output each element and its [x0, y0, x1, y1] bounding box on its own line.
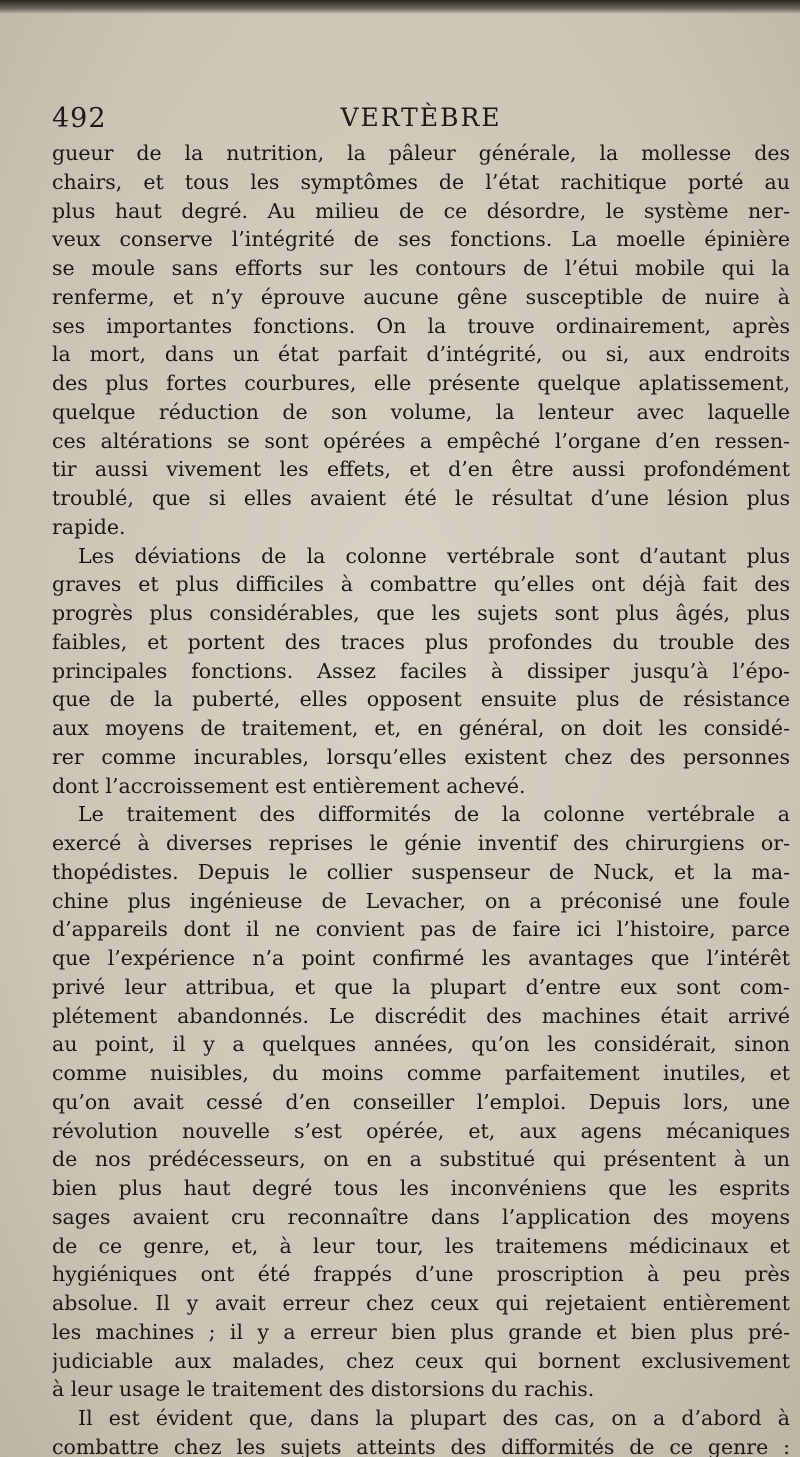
text-line: quelque réduction de son volume, la lenteur avec laquelle	[52, 399, 790, 424]
text-line: dont l’accroissement est entièrement achevé.	[52, 773, 526, 798]
text-line: ses importantes fonctions. On la trouve ordinairement, après	[52, 313, 790, 338]
text-line: graves et plus difficiles à combattre qu’elles ont déjà fait des	[52, 572, 790, 597]
text-line: Il est évident que, dans la plupart des cas, on a d’abord à	[78, 1406, 790, 1430]
text-line: à leur usage le traitement des distorsions du rachis.	[52, 1377, 595, 1402]
text-line: de nos prédécesseurs, on en a substitué qui présentent à un	[52, 1147, 790, 1172]
text-line: tir aussi vivement les effets, et d’en être aussi profondément	[52, 457, 790, 482]
text-line: comme nuisibles, du moins comme parfaitement inutiles, et	[52, 1061, 790, 1085]
text-line: rapide.	[52, 514, 126, 539]
text-line: plus haut degré. Au milieu de ce désordre, le système ner-	[52, 198, 790, 223]
text-line: faibles, et portent des traces plus profondes du trouble des	[52, 629, 790, 654]
text-line: rer comme incurables, lorsqu’elles existent chez des personnes	[52, 744, 790, 769]
text-line: que l’expérience n’a point confirmé les avantages que l’intérêt	[52, 946, 790, 970]
text-line: sages avaient cru reconnaître dans l’application des moyens	[52, 1204, 790, 1229]
text-line: de ce genre, et, à leur tour, les traitemens médicinaux et	[52, 1233, 790, 1258]
text-line: combattre chez les sujets atteints des difformités de ce genre :	[52, 1434, 790, 1457]
text-line: la mort, dans un état parfait d’intégrité, ou si, aux endroits	[52, 342, 790, 367]
text-line: ces altérations se sont opérées a empêché l’organe d’en ressen-	[52, 428, 790, 453]
text-line: se moule sans efforts sur les contours de l’étui mobile qui la	[52, 256, 790, 280]
text-line: aux moyens de traitement, et, en général, on doit les considé-	[52, 716, 790, 740]
text-line: judiciable aux malades, chez ceux qui bornent exclusivement	[52, 1348, 790, 1373]
text-line: renferme, et n’y éprouve aucune gêne susceptible de nuire à	[52, 284, 790, 309]
page-header	[52, 103, 790, 139]
page-top-edge	[0, 0, 800, 14]
text-line: Le traitement des difformités de la colonne vertébrale a	[78, 802, 790, 827]
text-line: qu’on avait cessé d’en conseiller l’emploi. Depuis lors, une	[52, 1089, 790, 1114]
text-line: chairs, et tous les symptômes de l’état rachitique porté au	[52, 169, 790, 194]
text-line: troublé, que si elles avaient été le résultat d’une lésion plus	[52, 486, 790, 510]
text-line: d’appareils dont il ne convient pas de faire ici l’histoire, parce	[52, 917, 790, 942]
text-line: gueur de la nutrition, la pâleur générale, la mollesse des	[52, 141, 790, 165]
body-text	[52, 139, 790, 1457]
running-head: VERTÈBRE	[340, 103, 502, 132]
text-line: des plus fortes courbures, elle présente quelque aplatissement,	[52, 371, 790, 395]
page-number: 492	[52, 103, 107, 134]
text-line: progrès plus considérables, que les sujets sont plus âgés, plus	[52, 601, 790, 625]
text-line: que de la puberté, elles opposent ensuite plus de résistance	[52, 687, 790, 712]
text-line: privé leur attribua, et que la plupart d’entre eux sont com-	[52, 974, 790, 999]
text-line: au point, il y a quelques années, qu’on les considérait, sinon	[52, 1032, 790, 1057]
text-line: absolue. Il y avait erreur chez ceux qui rejetaient entièrement	[52, 1291, 790, 1315]
text-line: veux conserve l’intégrité de ses fonctions. La moelle épinière	[52, 227, 790, 252]
text-line: Les déviations de la colonne vertébrale sont d’autant plus	[78, 543, 790, 568]
text-line: plétement abandonnés. Le discrédit des machines était arrivé	[52, 1003, 790, 1028]
text-line: thopédistes. Depuis le collier suspenseur de Nuck, et la ma-	[52, 859, 790, 884]
text-line: chine plus ingénieuse de Levacher, on a préconisé une foule	[52, 888, 790, 913]
text-line: exercé à diverses reprises le génie inventif des chirurgiens or-	[52, 831, 790, 855]
text-line: principales fonctions. Assez faciles à dissiper jusqu’à l’épo-	[52, 658, 790, 683]
text-line: les machines ; il y a erreur bien plus grande et bien plus pré-	[52, 1319, 790, 1344]
text-line: révolution nouvelle s’est opérée, et, aux agens mécaniques	[52, 1118, 790, 1143]
text-line: bien plus haut degré tous les inconvéniens que les esprits	[52, 1176, 790, 1200]
text-line: hygiéniques ont été frappés d’une proscription à peu près	[52, 1262, 790, 1287]
